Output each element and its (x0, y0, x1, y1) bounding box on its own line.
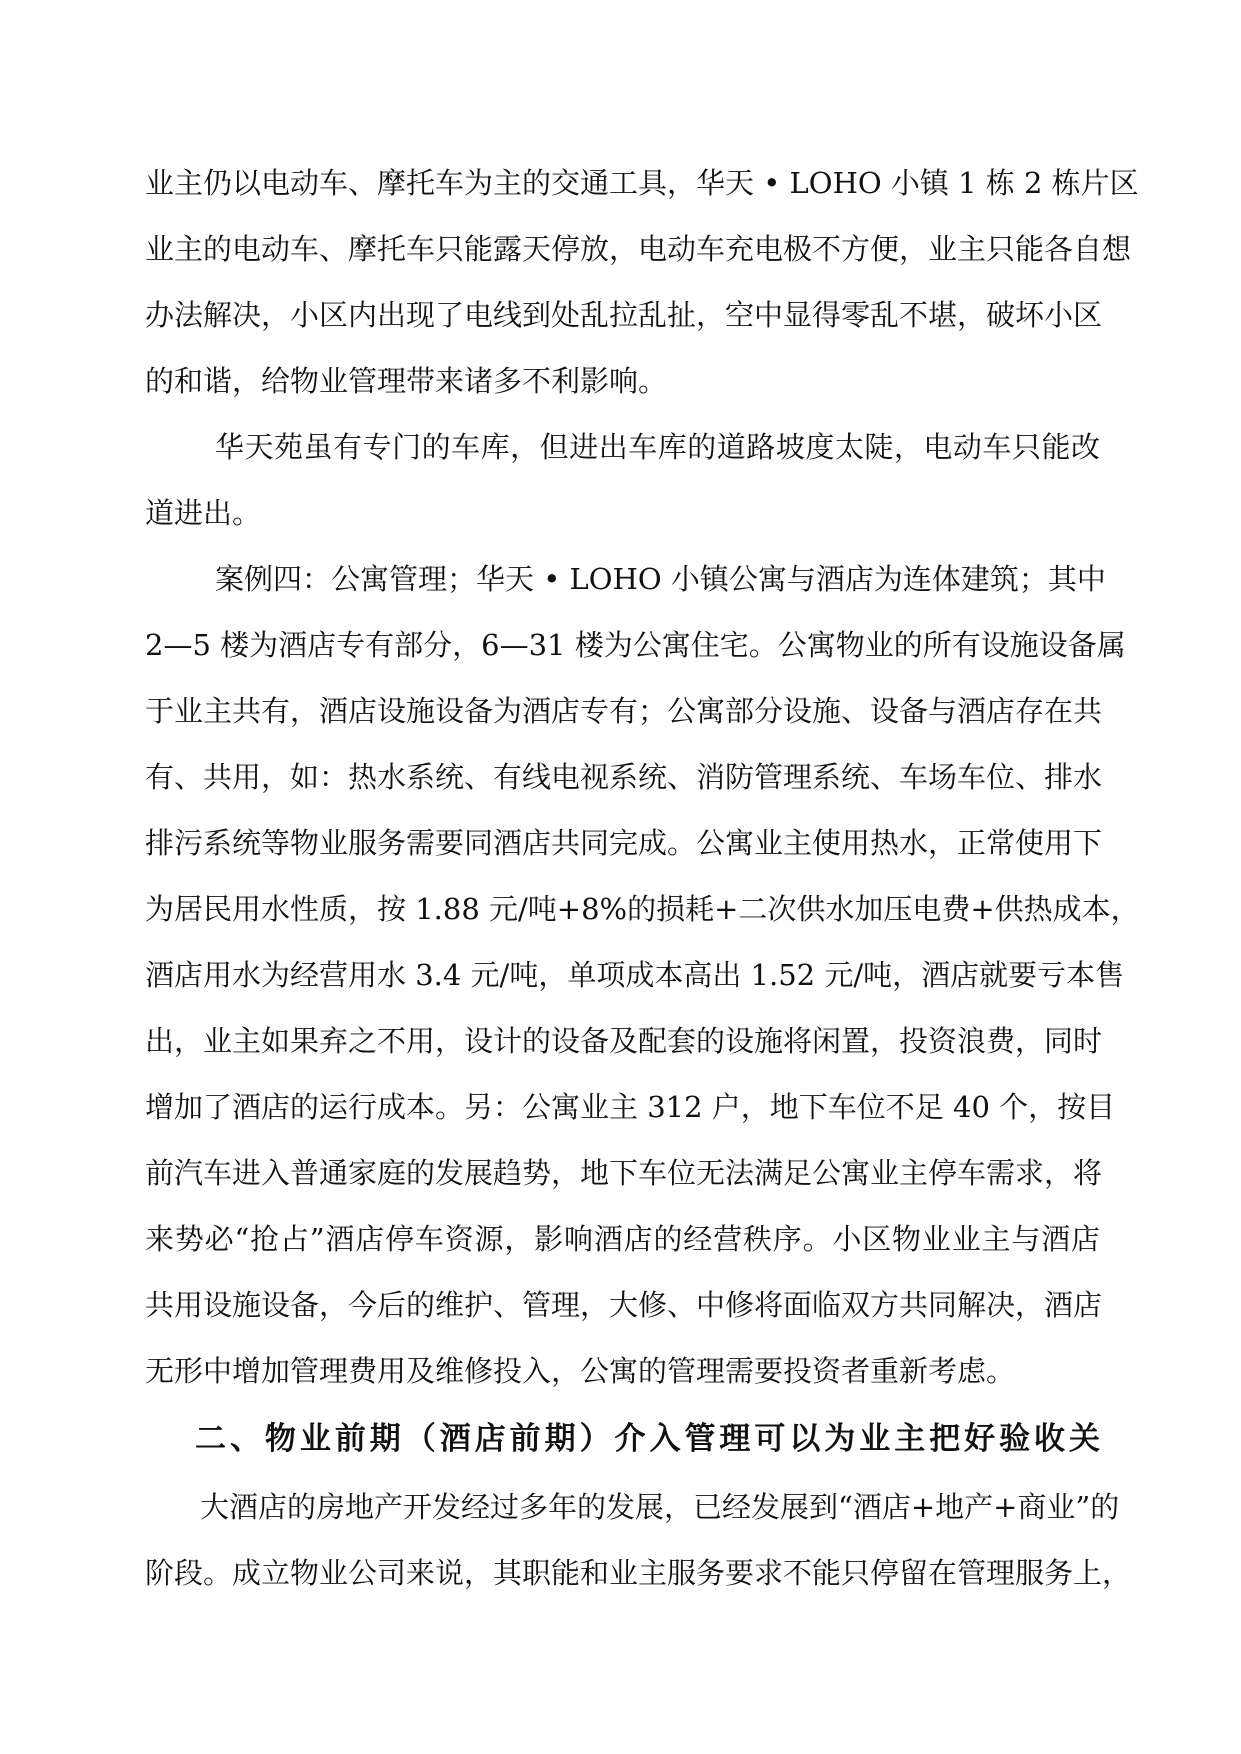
paragraph-line: 来势必“抢占”酒店停车资源，影响酒店的经营秩序。小区物业业主与酒店 (145, 1222, 1100, 1256)
paragraph-line: 办法解决，小区内出现了电线到处乱拉乱扯，空中显得零乱不堪，破坏小区 (145, 298, 1103, 332)
paragraph-line: 为居民用水性质，按 1.88 元/吨+8%的损耗+二次供水加压电费+供热成本， (145, 892, 1140, 926)
paragraph-line: 无形中增加管理费用及维修投入，公寓的管理需要投资者重新考虑。 (145, 1354, 1016, 1388)
paragraph-line: 排污系统等物业服务需要同酒店共同完成。公寓业主使用热水，正常使用下 (145, 826, 1103, 860)
paragraph-line: 业主的电动车、摩托车只能露天停放，电动车充电极不方便，业主只能各自想 (145, 232, 1132, 266)
paragraph-line: 的和谐，给物业管理带来诸多不利影响。 (145, 364, 668, 398)
paragraph-line: 业主仍以电动车、摩托车为主的交通工具，华天 • LOHO 小镇 1 栋 2 栋片区 (145, 166, 1139, 200)
paragraph-line: 大酒店的房地产开发经过多年的发展，已经发展到“酒店+地产+商业”的 (200, 1490, 1120, 1524)
paragraph-line: 共用设施设备，今后的维护、管理，大修、中修将面临双方共同解决，酒店 (145, 1288, 1103, 1322)
paragraph-line: 道进出。 (145, 496, 262, 530)
paragraph-line: 出，业主如果弃之不用，设计的设备及配套的设施将闲置，投资浪费，同时 (145, 1024, 1103, 1058)
paragraph-line: 增加了酒店的运行成本。另：公寓业主 312 户，地下车位不足 40 个，按目 (145, 1090, 1116, 1124)
paragraph-line: 案例四：公寓管理；华天 • LOHO 小镇公寓与酒店为连体建筑；其中 (215, 562, 1106, 596)
paragraph-line: 阶段。成立物业公司来说，其职能和业主服务要求不能只停留在管理服务上， (145, 1556, 1132, 1590)
paragraph-line: 酒店用水为经营用水 3.4 元/吨，单项成本高出 1.52 元/吨，酒店就要亏本售 (145, 958, 1125, 992)
paragraph-line: 有、共用，如：热水系统、有线电视系统、消防管理系统、车场车位、排水 (145, 760, 1103, 794)
paragraph-line: 前汽车进入普通家庭的发展趋势，地下车位无法满足公寓业主停车需求，将 (145, 1156, 1103, 1190)
paragraph-line: 华天苑虽有专门的车库，但进出车库的道路坡度太陡，电动车只能改 (215, 430, 1100, 464)
paragraph-line: 2—5 楼为酒店专有部分，6—31 楼为公寓住宅。公寓物业的所有设施设备属 (145, 628, 1126, 662)
paragraph-line: 于业主共有，酒店设施设备为酒店专有；公寓部分设施、设备与酒店存在共 (145, 694, 1103, 728)
section-heading: 二、物业前期（酒店前期）介入管理可以为业主把好验收关 (195, 1421, 1100, 1457)
